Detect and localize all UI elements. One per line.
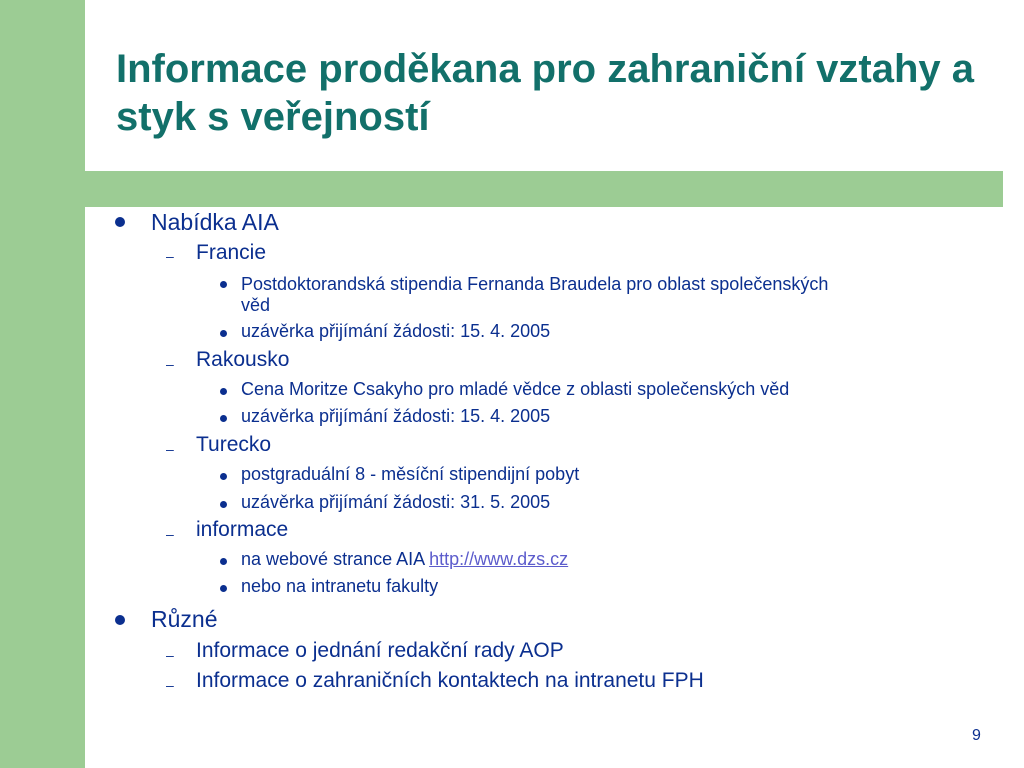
- bullet-icon: [115, 615, 125, 625]
- dash-icon: –: [166, 677, 174, 693]
- subitem-turecko-1: postgraduální 8 - měsíční stipendijní pobyt: [241, 464, 580, 484]
- dash-icon: –: [166, 356, 174, 372]
- sub-bullet-icon: [220, 415, 227, 422]
- subitem-informace-1-text: na webové strance AIA: [241, 549, 430, 569]
- slide-title: Informace proděkana pro zahraniční vztahy a styk s veřejností: [116, 47, 975, 139]
- subitem-informace-2: nebo na intranetu fakulty: [241, 576, 439, 596]
- item-redakcni-rada: Informace o jednání redakční rady AOP: [196, 639, 564, 662]
- sub-bullet-icon: [220, 330, 227, 337]
- dash-icon: –: [166, 647, 174, 663]
- item-zahranicni-kontakty: Informace o zahraničních kontaktech na intranetu FPH: [196, 669, 704, 692]
- page-number: 9: [972, 727, 981, 744]
- subitem-informace-1: [241, 548, 568, 570]
- section-nabidka-aia: Nabídka AIA: [151, 209, 279, 235]
- section-ruzne: Různé: [151, 606, 218, 632]
- subitem-francie-2: uzávěrka přijímání žádosti: 15. 4. 2005: [241, 321, 551, 341]
- item-francie: Francie: [196, 241, 267, 264]
- item-rakousko: Rakousko: [196, 348, 290, 371]
- dash-icon: –: [166, 441, 174, 457]
- dash-icon: –: [166, 248, 174, 264]
- subitem-francie-1-continued: věd: [241, 295, 271, 315]
- sub-bullet-icon: [220, 585, 227, 592]
- subitem-francie-1: Postdoktorandská stipendia Fernanda Braudela pro oblast společenských: [241, 274, 829, 294]
- bullet-icon: [115, 217, 125, 227]
- sub-bullet-icon: [220, 473, 227, 480]
- subitem-turecko-2: uzávěrka přijímání žádosti: 31. 5. 2005: [241, 492, 551, 512]
- sub-bullet-icon: [220, 558, 227, 565]
- dash-icon: –: [166, 526, 174, 542]
- item-informace: informace: [196, 518, 289, 541]
- sub-bullet-icon: [220, 281, 227, 288]
- subitem-rakousko-1: Cena Moritze Csakyho pro mladé vědce z oblasti společenských věd: [241, 379, 790, 399]
- sub-bullet-icon: [220, 388, 227, 395]
- dzs-link[interactable]: http://www.dzs.cz: [429, 549, 569, 569]
- sub-bullet-icon: [220, 501, 227, 508]
- subitem-rakousko-2: uzávěrka přijímání žádosti: 15. 4. 2005: [241, 406, 551, 426]
- item-turecko: Turecko: [196, 433, 272, 456]
